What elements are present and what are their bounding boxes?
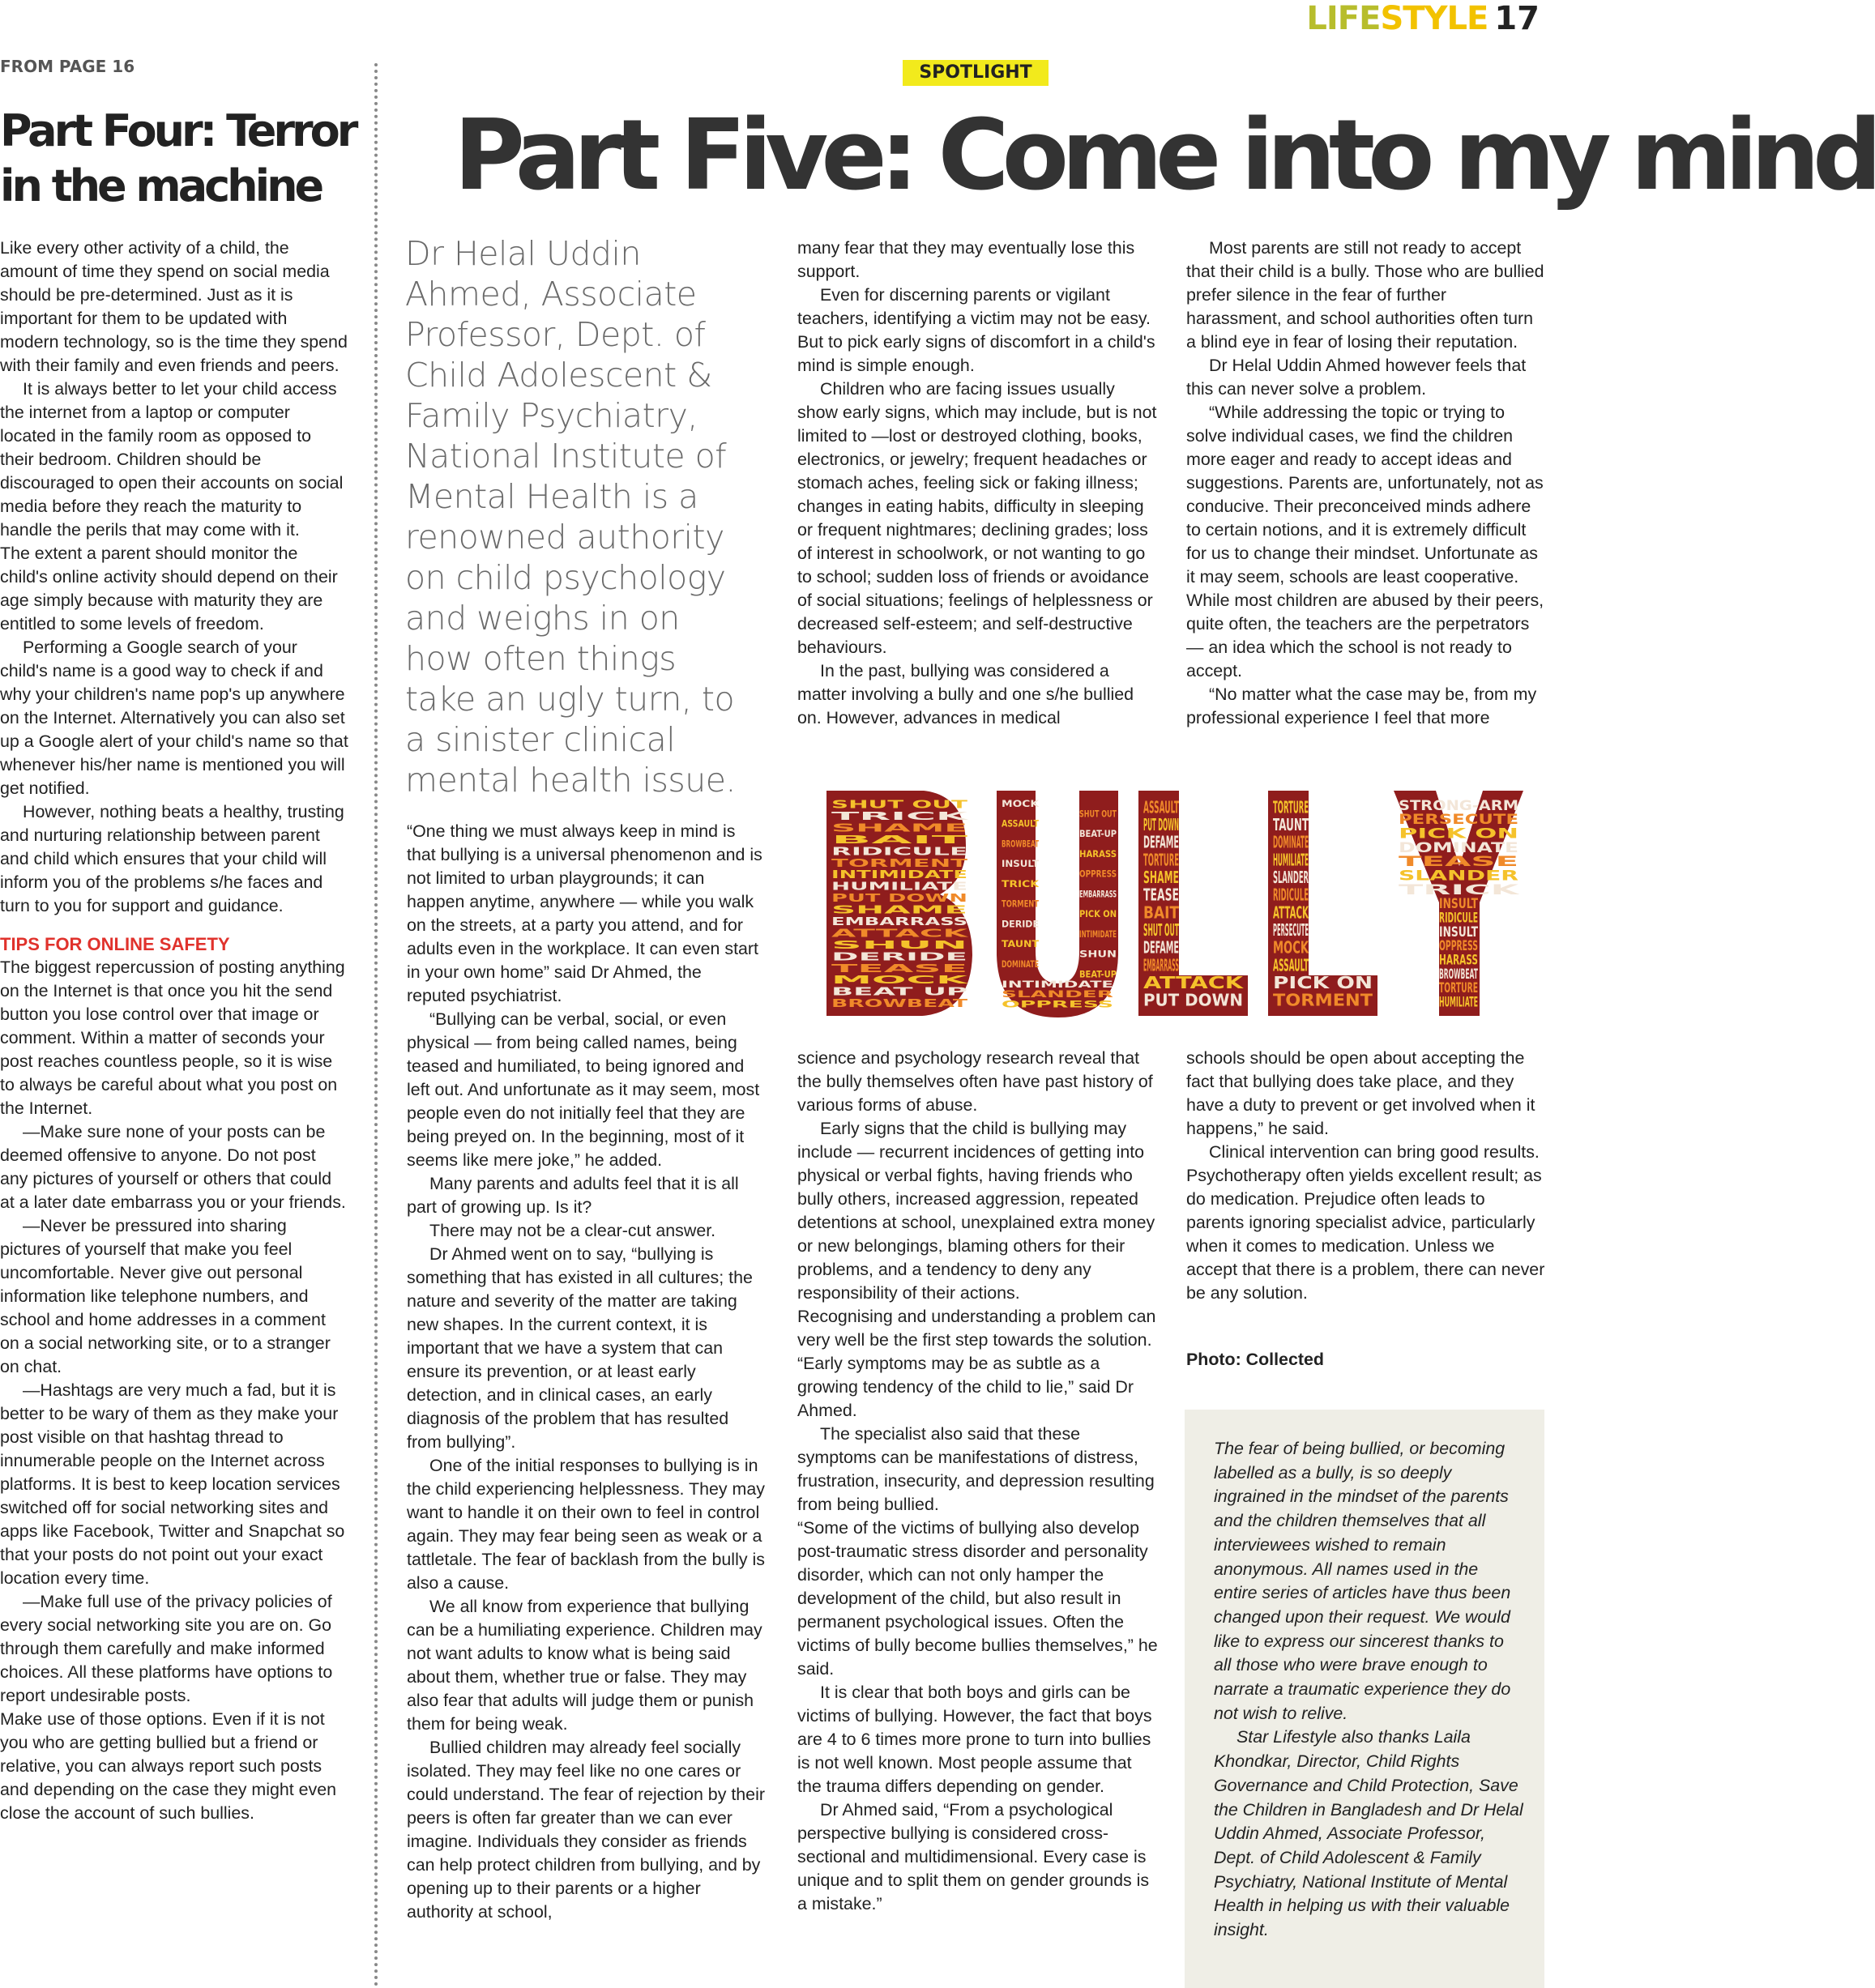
note-box xyxy=(1185,1410,1544,1988)
col3-paragraph: It is clear that both boys and girls can be victims of bullying. However, the fact that boys are 4 to 6 times more prone to turn into bullies is not well known. Most people assume that the trauma differs depending on gender. xyxy=(797,1683,1152,1796)
bully-word: RIDICULE xyxy=(1439,910,1478,926)
col2-paragraph: There may not be a clear-cut answer. xyxy=(429,1221,716,1240)
bully-word: BEAT UP xyxy=(831,985,967,999)
bully-word: PERSECUTE xyxy=(1399,812,1518,828)
col2-paragraph: Dr Ahmed went on to say, “bullying is something that has existed in all cultures; the nature and severity of the matter are taking new shapes. In the current context, it is important that we have a system that can ensure its prevention, or at least early detection, and in clinical cases, an early diagnosis of the problem that has resulted from bullying”. xyxy=(407,1244,753,1452)
bully-word: DOMINATE xyxy=(1273,832,1309,852)
bully-word: BROWBEAT xyxy=(831,997,969,1011)
col4-paragraph: Clinical intervention can bring good results. Psychotherapy often yields excellent result; as do medication. Prejudice often leads to parents ignoring specialist advice, particularly when it comes to medication. Unless we accept that there is a problem, there can never be any solution. xyxy=(1186,1142,1545,1303)
from-page-label: FROM PAGE 16 xyxy=(0,57,135,76)
bully-word: SHUN xyxy=(831,938,967,952)
col3-paragraph: Early signs that the child is bullying may include — recurrent incidences of getting into physical or verbal fights, having friends who bully others, increased aggression, repeated detentions at school, unexplained extra money or new belongings, blaming others for their problems, and a tendency to deny any responsibility of their actions. xyxy=(797,1119,1155,1303)
bully-word: OPPRESS xyxy=(1002,998,1113,1010)
bully-word: BAIT xyxy=(1143,902,1179,923)
bully-word: PUT DOWN xyxy=(831,892,967,906)
col2-paragraph: “Bullying can be verbal, social, or even physical — from being called names, being teased and humiliated, to being ignored and left out. And unfortunate as it may seem, most people even do not initially feel that they are being preyed on. In the beginning, most of it seems like mere joke,” he added. xyxy=(407,1009,760,1170)
bully-word: ASSAULT xyxy=(1273,955,1309,975)
page-number: 17 xyxy=(1494,0,1540,37)
bully-word: BEAT-UP xyxy=(1079,828,1117,840)
col3-paragraph: Recognising and understanding a problem can very well be the first step towards the solution. “Early symptoms may be as subtle as a growing tendency of the child to lie,” said Dr Ahmed. xyxy=(797,1307,1156,1420)
bully-word: DOMINATE xyxy=(1002,958,1039,970)
bully-word: EMBARRASS xyxy=(1079,888,1117,900)
bully-word: TORMENT xyxy=(831,856,969,870)
tips-heading: TIPS FOR ONLINE SAFETY xyxy=(0,934,230,954)
col3-paragraph: Dr Ahmed said, “From a psychological perspective bullying is considered cross-sectional and multidimensional. Every case is unique and to split them on gender grounds is a mistake.” xyxy=(797,1800,1150,1913)
tip-paragraph: Make use of those options. Even if it is not you who are getting bullied but a friend or relative, you can always report such posts and depending on the case they might even close the account of such bullies. xyxy=(0,1709,337,1823)
column-3-bottom xyxy=(797,1047,1159,1916)
bully-word: PICK ON xyxy=(1079,908,1117,920)
masthead-style: STYLE xyxy=(1380,0,1488,37)
bully-word: TEASE xyxy=(831,962,967,975)
bully-word: OPPRESS xyxy=(1439,938,1478,954)
left-paragraph: Like every other activity of a child, the amount of time they spend on social media should be pre-determined. Just as it is important for them to be updated with modern technology, so is the time they spend with their family and even friends and peers. xyxy=(0,238,348,375)
col3-paragraph: In the past, bullying was considered a matter involving a bully and one s/he bullied on. However, advances in medical xyxy=(797,661,1134,727)
bully-word: TORMENT xyxy=(1002,898,1039,910)
col4-paragraph: “No matter what the case may be, from my professional experience I feel that more xyxy=(1186,685,1537,727)
bully-word: SLANDER xyxy=(1273,868,1309,887)
col4-paragraph: schools should be open about accepting the fact that bullying does take place, and they have a duty to prevent or get involved when it happens,” he said. xyxy=(1186,1048,1535,1138)
bully-word: INTIMIDATE xyxy=(831,868,967,882)
bully-word: HARASS xyxy=(1079,847,1117,860)
tip-paragraph: —Make sure none of your posts can be deemed offensive to anyone. Do not post any pictures of yourself or others that could at a later date embarrass you or your friends. xyxy=(0,1122,346,1212)
col2-paragraph: One of the initial responses to bullying is in the child experiencing helplessness. They may want to handle it on their own to feel in control again. They may fear being seen as weak or a tattletale. The fear of backlash from the bully is also a cause. xyxy=(407,1456,765,1593)
bully-word: PUT DOWN xyxy=(1143,990,1243,1010)
bully-word: DEFAME xyxy=(1143,937,1179,958)
bully-word: TORTURE xyxy=(1143,850,1179,870)
bully-word: HARASS xyxy=(1439,952,1478,968)
left-paragraph: The extent a parent should monitor the child's online activity should depend on their age simply because with maturity they are entitled to some levels of freedom. xyxy=(0,544,338,634)
bully-word: SHUT OUT xyxy=(831,798,969,812)
col3-paragraph: “Some of the victims of bullying also develop post-traumatic stress disorder and personality disorder, which can not only hamper the development of the child, but also result in permanent psychological issues. Often the victims of bully become bullies themselves,” he said. xyxy=(797,1518,1158,1679)
bully-word: SLANDER xyxy=(1399,868,1519,884)
left-paragraph: However, nothing beats a healthy, trusting and nurturing relationship between parent and child which ensures that your child will inform you of the problems s/he faces and turn to you for support and guidance. xyxy=(0,802,344,915)
bully-word: MOCK xyxy=(1273,937,1309,958)
col2-paragraph: Many parents and adults feel that it is all part of growing up. Is it? xyxy=(407,1174,739,1217)
bully-word: PERSECUTE xyxy=(1273,920,1309,940)
bully-word: TORTURE xyxy=(1273,797,1309,817)
bully-word: PICK ON xyxy=(1399,825,1518,842)
bully-word: INSULT xyxy=(1439,896,1479,912)
bully-word: ASSAULT xyxy=(1002,817,1039,830)
bully-word: BEAT-UP xyxy=(1079,968,1117,980)
bully-word: SLANDER xyxy=(1002,988,1113,1000)
note-paragraph: Star Lifestyle also thanks Laila Khondkar, Director, Child Rights Governance and Child Protection, Save the Children in Bangladesh and Dr Helal Uddin Ahmed, Associate Professor, Dept. of Child Adolescent & Family Psychiatry, National Institute of Mental Health in helping us with their valuable insight. xyxy=(1214,1727,1523,1940)
spotlight-tag: SPOTLIGHT xyxy=(903,60,1049,86)
bully-word: SHAME xyxy=(831,903,967,917)
col3-paragraph: The specialist also said that these symptoms can be manifestations of distress, frustration, insecurity, and depression resulting from being bullied. xyxy=(797,1424,1155,1514)
bully-word: TORMENT xyxy=(1273,990,1373,1010)
bully-word: EMBARRASS xyxy=(1143,955,1179,975)
bully-word: INTIMIDATE xyxy=(1002,978,1113,990)
bully-word: BAIT xyxy=(831,833,971,847)
bully-word-art xyxy=(826,781,1523,1024)
col3-paragraph: many fear that they may eventually lose this support. xyxy=(797,238,1135,281)
masthead-life: LIFE xyxy=(1306,0,1381,37)
column-divider xyxy=(374,63,378,1988)
bully-word: MOCK xyxy=(831,974,972,988)
col4-paragraph: “While addressing the topic or trying to solve individual cases, we find the children more eager and ready to accept ideas and suggestions. Parents are, unfortunately, not as conducive. Their preconceived minds adhere to certain notions, and it is extremely difficult for us to change their mindset. Unfortunate as it may seem, schools are least cooperative. While most children are abused by their peers, quite often, the teachers are the perpetrators — an idea which the school is not ready to accept. xyxy=(1186,403,1544,680)
bully-word: SHUT OUT xyxy=(1079,808,1117,820)
bully-word: STRONG-ARM xyxy=(1399,797,1518,813)
bully-word: OPPRESS xyxy=(1079,868,1117,880)
tip-paragraph: The biggest repercussion of posting anything on the Internet is that once you hit the send button you lose control over that image or comment. Within a matter of seconds your post reaches countless people, so it is wise to always be careful about what you post on the Internet. xyxy=(0,958,345,1118)
bully-word: INTIMIDATE xyxy=(1079,928,1117,940)
bully-word: PUT DOWN xyxy=(1143,815,1179,834)
col3-paragraph: Even for discerning parents or vigilant teachers, identifying a victim may not be easy. But to pick early signs of discomfort in a child's mind is simple enough. xyxy=(797,285,1155,375)
pull-quote: Dr Helal Uddin Ahmed, Associate Professor, Dept. of Child Adolescent & Family Psychiatry, National Institute of Mental Health is a renowned authority on child psychology and weighs in on how often things take an ugly turn, to a sinister clinical mental health issue. xyxy=(405,234,736,800)
col3-paragraph: Children who are facing issues usually show early signs, which may include, but is not limited to —lost or destroyed clothing, books, electronics, or jewelry; frequent headaches or stomach aches, feeling sick or faking illness; changes in eating habits, difficulty in sleeping or frequent nightmares; declining grades; loss of interest in schoolwork, or not wanting to go to school; sudden loss of friends or avoidance of social situations; feelings of helplessness or decreased self-esteem; and self-destructive behaviours. xyxy=(797,379,1157,657)
bully-word: HUMILIATE xyxy=(1273,850,1309,870)
bully-word: TRICK xyxy=(1002,877,1040,889)
bully-word: TRICK xyxy=(831,810,972,823)
tip-paragraph: —Never be pressured into sharing pictures of yourself that make you feel uncomfortable. Never give out personal information like telephone numbers, and school and home addresses in a comment on a social networking site, or to a stranger on chat. xyxy=(0,1216,331,1376)
bully-word: ATTACK xyxy=(1273,902,1309,923)
note-paragraph: The fear of being bullied, or becoming labelled as a bully, is so deeply ingrained in the mindset of the parents and the children themselves that all interviewees wished to remain anonymous. All names used in the entire series of articles have thus been changed upon their request. We would like to express our sincerest thanks to all those who were brave enough to narrate a traumatic experience they do not wish to relive. xyxy=(1214,1439,1511,1723)
column-3-top xyxy=(797,237,1159,730)
bully-word: ATTACK xyxy=(831,927,971,941)
bully-word: TRICK xyxy=(1399,881,1522,898)
col4-paragraph: Most parents are still not ready to accept that their child is a bully. Those who are bullied prefer silence in the fear of further harassment, and school authorities often turn a blind eye in fear of losing their reputation. xyxy=(1186,238,1544,352)
bully-word: TAUNT xyxy=(1273,815,1309,834)
bully-word: DEFAME xyxy=(1143,832,1179,852)
bully-word: DERIDE xyxy=(831,950,967,964)
left-paragraph: Performing a Google search of your child's name is a good way to check if and why your children's name pop's up anywhere on the Internet. Alternatively you can also set up a Google alert of your child's name so that whenever his/her name is mentioned you will get notified. xyxy=(0,638,348,798)
part-four-title: Part Four: Terror in the machine xyxy=(0,105,356,211)
masthead xyxy=(1272,0,1540,37)
bully-word: ASSAULT xyxy=(1143,797,1179,817)
bully-word: SHAME xyxy=(831,821,967,835)
col4-paragraph: Dr Helal Uddin Ahmed however feels that this can never solve a problem. xyxy=(1186,356,1527,399)
main-title: Part Five: Come into my mind xyxy=(454,100,1875,212)
bully-word: MOCK xyxy=(1002,797,1040,809)
bully-word: TORTURE xyxy=(1439,980,1478,996)
left-column xyxy=(0,237,348,1825)
tip-paragraph: —Hashtags are very much a fad, but it is better to be wary of them as they make your post visible on that hashtag thread to innumerable people on the Internet across platforms. It is best to keep location services switched off for social networking sites and apps like Facebook, Twitter and Snapchat so that your posts do not point out your exact location every time. xyxy=(0,1380,345,1588)
bully-word: ATTACK xyxy=(1143,973,1245,992)
bully-art-svg xyxy=(826,781,1523,1024)
bully-word: EMBARRASS xyxy=(831,915,967,928)
column-4-top xyxy=(1186,237,1546,730)
col2-paragraph: We all know from experience that bullying can be a humiliating experience. Children may not want adults to know what is being said about them, whether true or false. They may also fear that adults will judge them or punish them for being weak. xyxy=(407,1597,762,1734)
bully-word: BROWBEAT xyxy=(1439,966,1479,982)
bully-word: SHUN xyxy=(1079,948,1117,960)
column-2 xyxy=(407,820,765,1924)
column-4-bottom xyxy=(1186,1047,1546,1305)
bully-word: TAUNT xyxy=(1002,938,1039,950)
bully-word: DERIDE xyxy=(1002,918,1039,930)
bully-word: TEASE xyxy=(1399,854,1518,870)
left-paragraph: It is always better to let your child access the internet from a laptop or computer located in the family room as opposed to their bedroom. Children should be discouraged to open their accounts on social media before they reach the maturity to handle the perils that may come with it. xyxy=(0,379,344,540)
col2-paragraph: “One thing we must always keep in mind is that bullying is a universal phenomenon and is not limited to urban playgrounds; it can happen anytime, anywhere — while you walk on the streets, at a party you attend, and for adults even in the workplace. It can even start in your own home” said Dr Ahmed, the reputed psychiatrist. xyxy=(407,821,762,1005)
tip-paragraph: —Make full use of the privacy policies of every social networking site you are on. Go through them carefully and make informed choices. All these platforms have options to report undesirable posts. xyxy=(0,1592,333,1705)
bully-word: TEASE xyxy=(1143,885,1179,905)
bully-word: PICK ON xyxy=(1273,973,1373,992)
bully-word: SHAME xyxy=(1143,868,1179,887)
bully-word: BROWBEAT xyxy=(1002,838,1039,850)
bully-word: RIDICULE xyxy=(1273,885,1309,905)
bully-word: INSULT xyxy=(1002,858,1039,870)
col2-paragraph: Bullied children may already feel socially isolated. They may feel like no one cares or could understand. The fear of rejection by their peers is often far greater than we can ever imagine. Individuals they consider as friends can help protect children from bullying, and by opening up to their parents or a higher authority at school, xyxy=(407,1738,765,1922)
bully-word: RIDICULE xyxy=(831,845,967,859)
col3-paragraph: science and psychology research reveal that the bully themselves often have past history of various forms of abuse. xyxy=(797,1048,1153,1115)
bully-word: INSULT xyxy=(1439,924,1479,940)
bully-word: HUMILIATE xyxy=(831,880,967,894)
bully-word: SHUT OUT xyxy=(1143,920,1179,940)
bully-word: HUMILIATE xyxy=(1439,994,1478,1010)
photo-credit: Photo: Collected xyxy=(1186,1350,1324,1369)
bully-word: DOMINATE xyxy=(1399,839,1518,855)
